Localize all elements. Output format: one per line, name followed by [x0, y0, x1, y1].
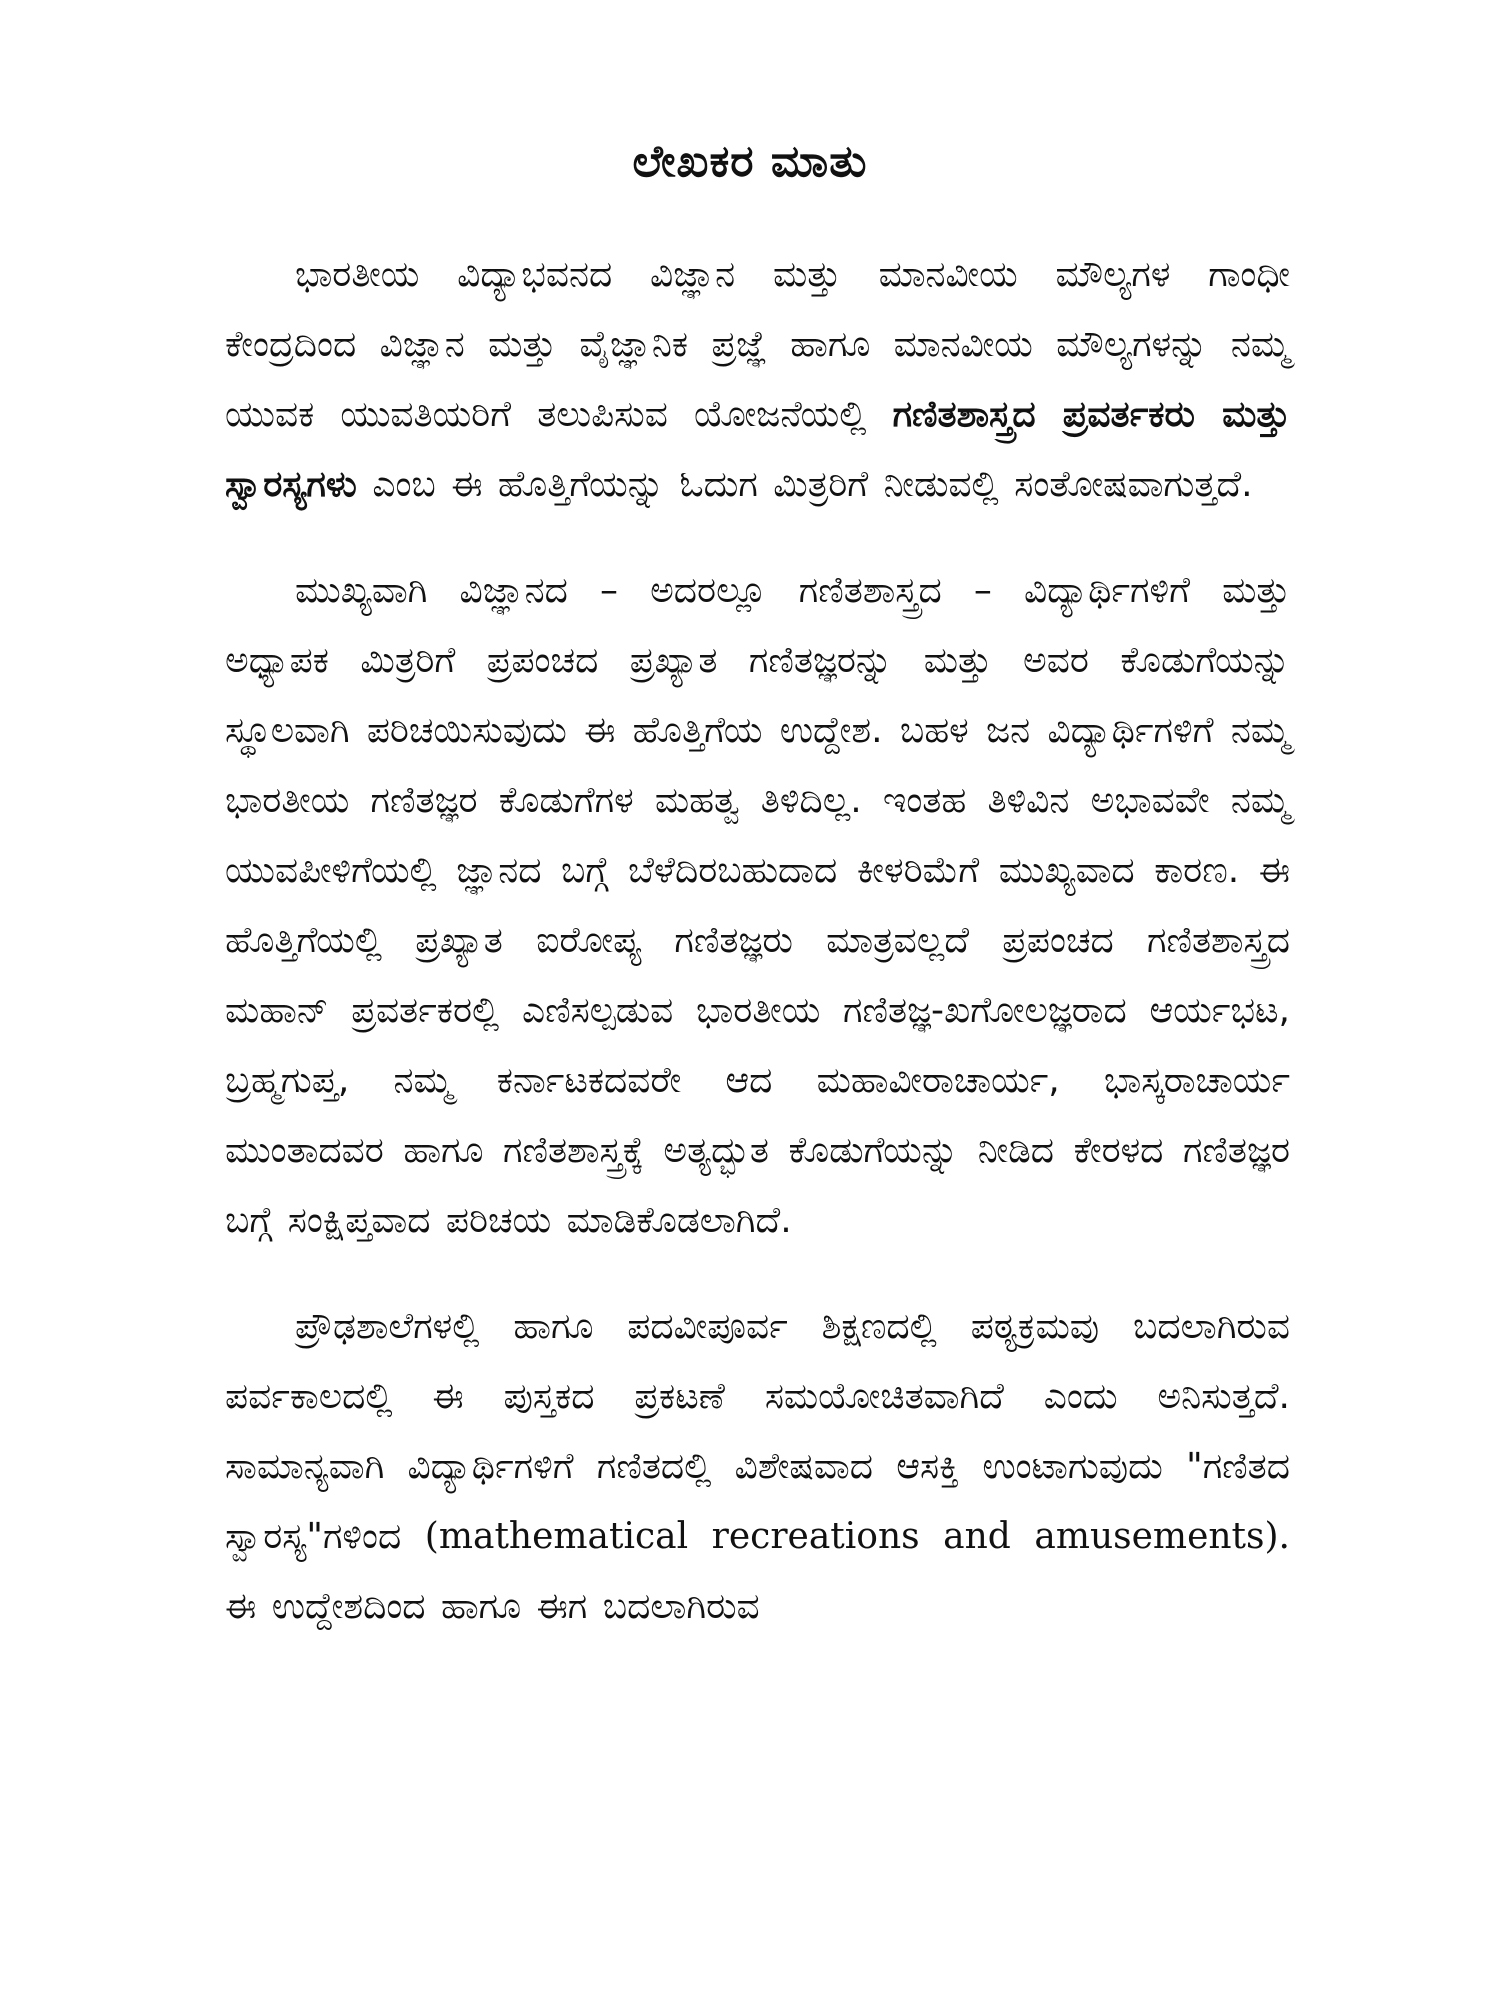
paragraph-1-intro: ಭಾರತೀಯ ವಿದ್ಯಾಭವನದ ವಿಜ್ಞಾನ ಮತ್ತು ಮಾನವೀಯ ಮೌಲ್ಯಗಳ ಗಾಂಧೀ ಕೇಂದ್ರದಿಂದ ವಿಜ್ಞಾನ ಮತ್ತು ವೈಜ್ಞಾನಿಕ ಪ್ರಜ್ಞೆ ಹಾಗೂ ಮಾನವೀಯ ಮೌಲ್ಯಗಳನ್ನು ನಮ್ಮ ಯುವಕ ಯುವತಿಯರಿಗೆ ತಲುಪಿಸುವ ಯೋಜನೆಯಲ್ಲಿ — [225, 254, 1290, 435]
paragraph-3 — [225, 1292, 1290, 1642]
english-phrase: (mathematical recreations and amusements). — [424, 1516, 1290, 1557]
paragraph-2: ಮುಖ್ಯವಾಗಿ ವಿಜ್ಞಾನದ – ಅದರಲ್ಲೂ ಗಣಿತಶಾಸ್ತ್ರದ – ವಿದ್ಯಾರ್ಥಿಗಳಿಗೆ ಮತ್ತು ಅಧ್ಯಾಪಕ ಮಿತ್ರರಿಗೆ ಪ್ರಪಂಚದ ಪ್ರಖ್ಯಾತ ಗಣಿತಜ್ಞರನ್ನು ಮತ್ತು ಅವರ ಕೊಡುಗೆಯನ್ನು ಸ್ಥೂಲವಾಗಿ ಪರಿಚಯಿಸುವುದು ಈ ಹೊತ್ತಿಗೆಯ ಉದ್ದೇಶ. ಬಹಳ ಜನ ವಿದ್ಯಾರ್ಥಿಗಳಿಗೆ ನಮ್ಮ ಭಾರತೀಯ ಗಣಿತಜ್ಞರ ಕೊಡುಗೆಗಳ ಮಹತ್ವ ತಿಳಿದಿಲ್ಲ. ಇಂತಹ ತಿಳಿವಿನ ಅಭಾವವೇ ನಮ್ಮ ಯುವಪೀಳಿಗೆಯಲ್ಲಿ ಜ್ಞಾನದ ಬಗ್ಗೆ ಬೆಳೆದಿರಬಹುದಾದ ಕೀಳರಿಮೆಗೆ ಮುಖ್ಯವಾದ ಕಾರಣ. ಈ ಹೊತ್ತಿಗೆಯಲ್ಲಿ ಪ್ರಖ್ಯಾತ ಐರೋಪ್ಯ ಗಣಿತಜ್ಞರು ಮಾತ್ರವಲ್ಲದೆ ಪ್ರಪಂಚದ ಗಣಿತಶಾಸ್ತ್ರದ ಮಹಾನ್ ಪ್ರವರ್ತಕರಲ್ಲಿ ಎಣಿಸಲ್ಪಡುವ ಭಾರತೀಯ ಗಣಿತಜ್ಞ-ಖಗೋಲಜ್ಞರಾದ ಆರ್ಯಭಟ, ಬ್ರಹ್ಮಗುಪ್ತ, ನಮ್ಮ ಕರ್ನಾಟಕದವರೇ ಆದ ಮಹಾವೀರಾಚಾರ್ಯ, ಭಾಸ್ಕರಾಚಾರ್ಯ ಮುಂತಾದವರ ಹಾಗೂ ಗಣಿತಶಾಸ್ತ್ರಕ್ಕೆ ಅತ್ಯದ್ಭುತ ಕೊಡುಗೆಯನ್ನು ನೀಡಿದ ಕೇರಳದ ಗಣಿತಜ್ಞರ ಬಗ್ಗೆ ಸಂಕ್ಷಿಪ್ತವಾದ ಪರಿಚಯ ಮಾಡಿಕೊಡಲಾಗಿದೆ. — [225, 570, 1290, 1241]
body-text — [225, 240, 1290, 1678]
paragraph-3-rest: ಈ ಉದ್ದೇಶದಿಂದ ಹಾಗೂ ಈಗ ಬದಲಾಗಿರುವ — [225, 1586, 760, 1627]
paragraph-3-intro: ಪ್ರೌಢಶಾಲೆಗಳಲ್ಲಿ ಹಾಗೂ ಪದವೀಪೂರ್ವ ಶಿಕ್ಷಣದಲ್ಲಿ ಪಠ್ಯಕ್ರಮವು ಬದಲಾಗಿರುವ ಪರ್ವಕಾಲದಲ್ಲಿ ಈ ಪುಸ್ತಕದ ಪ್ರಕಟಣೆ ಸಮಯೋಚಿತವಾಗಿದೆ ಎಂದು ಅನಿಸುತ್ತದೆ. ಸಾಮಾನ್ಯವಾಗಿ ವಿದ್ಯಾರ್ಥಿಗಳಿಗೆ ಗಣಿತದಲ್ಲಿ ವಿಶೇಷವಾದ ಆಸಕ್ತಿ ಉಂಟಾಗುವುದು "ಗಣಿತದ ಸ್ವಾರಸ್ಯ"ಗಳಿಂದ — [225, 1306, 1290, 1557]
paragraph-1 — [225, 240, 1290, 520]
book-title: ಗಣಿತಶಾಸ್ತ್ರದ ಪ್ರವರ್ತಕರು ಮತ್ತು ಸ್ವಾರಸ್ಯಗಳು — [225, 394, 1290, 505]
page-title: ಲೇಖಕರ ಮಾತು — [632, 136, 868, 187]
paragraph-1-rest: ಎಂಬ ಈ ಹೊತ್ತಿಗೆಯನ್ನು ಓದುಗ ಮಿತ್ರರಿಗೆ ನೀಡುವಲ್ಲಿ ಸಂತೋಷವಾಗುತ್ತದೆ. — [372, 464, 1253, 505]
